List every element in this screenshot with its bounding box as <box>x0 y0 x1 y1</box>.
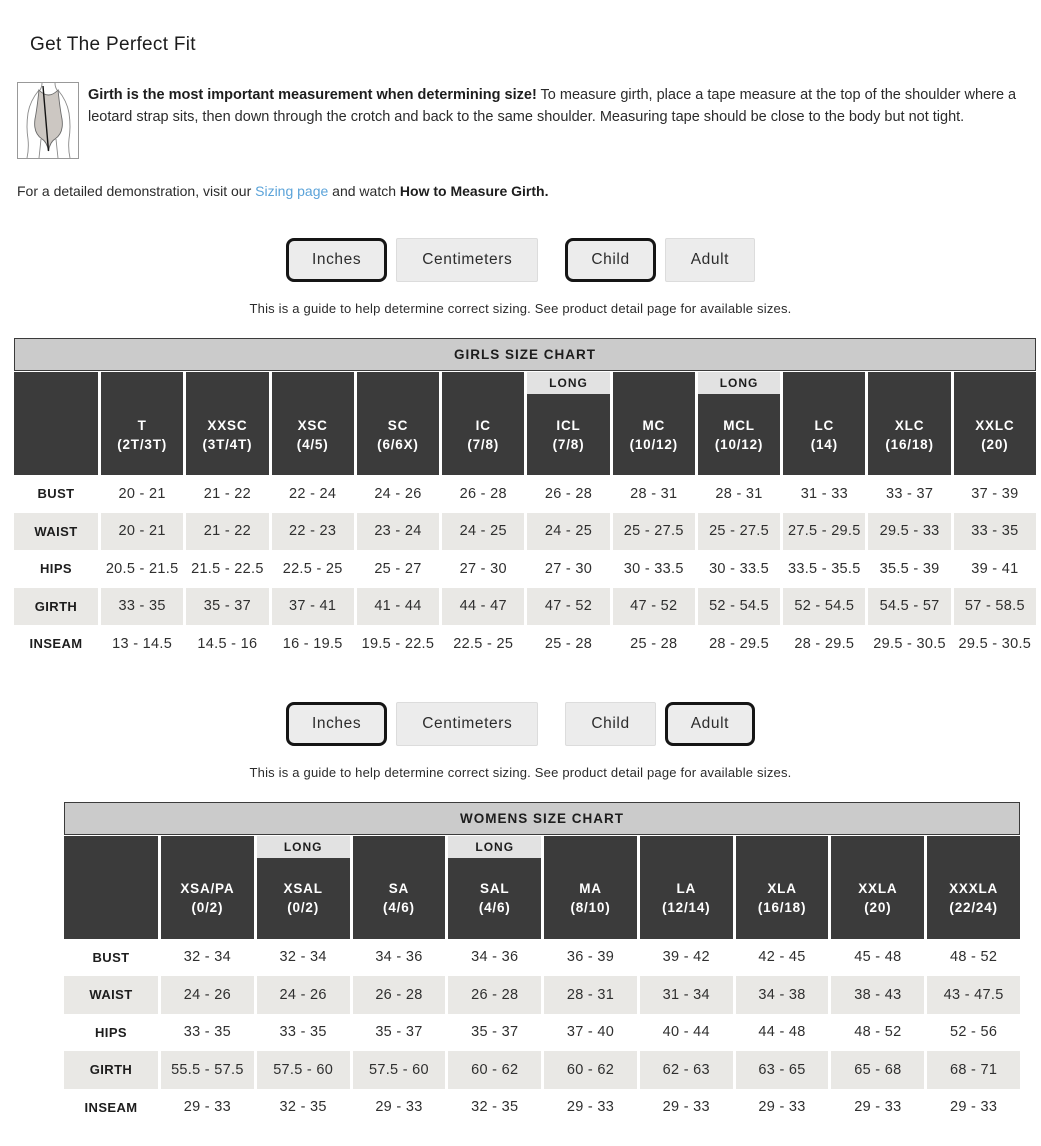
sizing-page-link[interactable]: Sizing page <box>255 183 329 199</box>
size-cell: 34 - 36 <box>375 949 423 966</box>
size-cell: 47 - 52 <box>613 588 695 626</box>
girth-intro-text <box>88 82 1023 128</box>
long-length-tab: LONG <box>448 836 541 858</box>
size-cell: 65 - 68 <box>831 1051 924 1089</box>
size-range: (8/10) <box>570 900 611 915</box>
size-range: (0/2) <box>287 900 320 915</box>
size-cell: 20 - 21 <box>118 485 166 502</box>
size-cell: 26 - 28 <box>353 976 446 1014</box>
womens-toggle-row <box>0 702 1041 746</box>
size-cell: 25 - 28 <box>544 635 593 652</box>
row-label: BUST <box>37 486 75 502</box>
girls-size-chart <box>14 338 1036 663</box>
size-column-header <box>698 372 780 475</box>
header-corner-cell <box>14 372 98 475</box>
size-cell: 52 - 54.5 <box>698 588 780 626</box>
size-cell: 25 - 27.5 <box>698 513 780 551</box>
size-code: SAL <box>480 881 510 896</box>
size-cell: 48 - 52 <box>854 1024 902 1041</box>
size-cell: 52 - 56 <box>949 1024 998 1041</box>
size-column-header <box>257 836 350 939</box>
size-cell: 23 - 24 <box>357 513 439 551</box>
header-corner-cell <box>64 836 158 939</box>
size-cell: 60 - 62 <box>448 1051 541 1089</box>
size-column-header <box>613 372 695 475</box>
size-range: (0/2) <box>191 900 224 915</box>
size-cell: 25 - 28 <box>630 635 678 652</box>
girth-intro-section <box>17 82 1023 159</box>
size-column-header <box>357 372 439 475</box>
size-cell: 32 - 35 <box>471 1099 519 1116</box>
girth-intro-rest: To measure girth, place a tape measure at the top of the shoulder where a leotard strap sits, then down through the crotch and back to the same shoulder. Measuring tape should be close to the body but not tight. <box>88 87 1017 125</box>
size-cell: 35.5 - 39 <box>879 560 940 577</box>
size-cell: 28 - 31 <box>715 485 763 502</box>
size-cell: 40 - 44 <box>662 1024 710 1041</box>
girls-guide-note: This is a guide to help determine correct sizing. See product detail page for available sizes. <box>249 301 792 316</box>
size-cell: 37 - 41 <box>272 588 354 626</box>
size-cell: 22.5 - 25 <box>453 635 514 652</box>
size-cell: 24 - 26 <box>257 976 350 1014</box>
size-range: (7/8) <box>552 436 585 452</box>
size-cell: 45 - 48 <box>854 949 902 966</box>
size-cell: 29 - 33 <box>854 1099 902 1116</box>
size-range: (6/6X) <box>377 436 419 452</box>
size-range: (16/18) <box>885 436 934 452</box>
size-code: XXXLA <box>949 881 999 896</box>
size-cell: 29 - 33 <box>949 1099 998 1116</box>
size-cell: 35 - 37 <box>375 1024 423 1041</box>
size-cell: 24 - 26 <box>374 485 422 502</box>
size-cell: 60 - 62 <box>544 1051 637 1089</box>
long-length-tab: LONG <box>527 372 609 394</box>
age-toggle-group <box>565 702 755 746</box>
size-cell: 35 - 37 <box>471 1024 519 1041</box>
size-cell: 29 - 33 <box>662 1099 710 1116</box>
size-cell: 33 - 35 <box>101 588 183 626</box>
size-cell: 28 - 31 <box>544 976 637 1014</box>
size-code: SA <box>388 881 410 896</box>
row-label: HIPS <box>40 561 72 577</box>
size-cell: 31 - 34 <box>640 976 733 1014</box>
size-cell: 44 - 47 <box>442 588 524 626</box>
size-cell: 24 - 25 <box>527 513 609 551</box>
size-cell: 48 - 52 <box>949 949 998 966</box>
size-cell: 29.5 - 30.5 <box>873 635 946 652</box>
size-cell: 33 - 35 <box>183 1024 231 1041</box>
leotard-illustration <box>17 82 79 159</box>
size-cell: 54.5 - 57 <box>868 588 950 626</box>
size-column-header <box>272 372 354 475</box>
size-cell: 21 - 22 <box>186 513 268 551</box>
size-cell: 22 - 24 <box>289 485 337 502</box>
size-code: MCL <box>723 417 755 433</box>
size-column-header <box>640 836 733 939</box>
size-cell: 20.5 - 21.5 <box>105 560 179 577</box>
size-range: (4/6) <box>478 900 511 915</box>
size-range: (10/12) <box>714 436 764 452</box>
size-cell: 26 - 28 <box>544 485 593 502</box>
size-cell: 29.5 - 33 <box>868 513 950 551</box>
girth-intro-bold: Girth is the most important measurement when determining size! <box>88 87 537 103</box>
size-column-header <box>736 836 829 939</box>
row-label: WAIST <box>64 976 158 1014</box>
size-code: LC <box>814 417 835 433</box>
size-cell: 14.5 - 16 <box>197 635 258 652</box>
size-cell: 34 - 38 <box>736 976 829 1014</box>
size-code: LA <box>676 881 697 896</box>
size-range: (7/8) <box>467 436 500 452</box>
units-toggle-inches[interactable]: Inches <box>286 702 387 746</box>
size-cell: 22.5 - 25 <box>282 560 343 577</box>
size-range: (12/14) <box>662 900 711 915</box>
size-cell: 32 - 34 <box>279 949 327 966</box>
page-title: Get The Perfect Fit <box>30 34 196 55</box>
size-cell: 42 - 45 <box>758 949 806 966</box>
size-code: XLA <box>767 881 797 896</box>
womens-chart-title: WOMENS SIZE CHART <box>64 802 1020 835</box>
size-code: XXLA <box>858 881 898 896</box>
long-length-tab: LONG <box>698 372 780 394</box>
size-range: (20) <box>981 436 1009 452</box>
womens-guide-note: This is a guide to help determine correct sizing. See product detail page for available sizes. <box>249 764 792 780</box>
size-cell: 47 - 52 <box>527 588 609 626</box>
size-code: IC <box>475 417 491 433</box>
size-cell: 68 - 71 <box>927 1051 1020 1089</box>
size-cell: 33 - 37 <box>885 485 934 502</box>
size-range: (22/24) <box>949 900 998 915</box>
units-toggle-centimeters[interactable]: Centimeters <box>396 702 538 746</box>
size-cell: 26 - 28 <box>459 485 507 502</box>
size-range: (3T/4T) <box>202 436 253 452</box>
row-label: WAIST <box>14 513 98 551</box>
size-cell: 43 - 47.5 <box>927 976 1020 1014</box>
demo-line <box>17 181 1023 201</box>
size-cell: 39 - 42 <box>662 949 710 966</box>
size-code: XSC <box>297 417 328 433</box>
size-cell: 22 - 23 <box>272 513 354 551</box>
size-cell: 32 - 34 <box>183 949 231 966</box>
size-column-header <box>527 372 609 475</box>
age-toggle-child[interactable]: Child <box>565 238 655 282</box>
size-cell: 55.5 - 57.5 <box>161 1051 254 1089</box>
age-toggle-adult[interactable]: Adult <box>665 702 755 746</box>
size-range: (14) <box>810 436 838 452</box>
size-code: MA <box>579 881 602 896</box>
age-toggle-group <box>565 238 755 282</box>
size-range: (2T/3T) <box>117 436 168 452</box>
units-toggle-group <box>286 702 538 746</box>
size-range: (10/12) <box>629 436 678 452</box>
size-cell: 33.5 - 35.5 <box>787 560 861 577</box>
size-cell: 36 - 39 <box>566 949 615 966</box>
age-toggle-child[interactable]: Child <box>565 702 655 746</box>
size-cell: 20 - 21 <box>101 513 183 551</box>
size-code: XLC <box>894 417 925 433</box>
row-label: HIPS <box>95 1024 127 1040</box>
size-cell: 63 - 65 <box>736 1051 829 1089</box>
size-column-header <box>442 372 524 475</box>
size-code: ICL <box>556 417 581 433</box>
size-cell: 57.5 - 60 <box>257 1051 350 1089</box>
units-toggle-group <box>286 238 538 282</box>
row-label: GIRTH <box>64 1051 158 1089</box>
size-cell: 38 - 43 <box>831 976 924 1014</box>
size-column-header <box>186 372 268 475</box>
size-column-header <box>831 836 924 939</box>
size-cell: 27 - 30 <box>544 560 593 577</box>
leotard-figure-drawing <box>18 83 78 158</box>
row-label: INSEAM <box>29 636 83 652</box>
size-code: SC <box>387 417 409 433</box>
size-cell: 33 - 35 <box>954 513 1036 551</box>
size-cell: 29.5 - 30.5 <box>958 635 1032 652</box>
size-column-header <box>954 372 1036 475</box>
size-cell: 37 - 40 <box>566 1024 615 1041</box>
size-cell: 28 - 29.5 <box>794 635 855 652</box>
size-code: MC <box>642 417 666 433</box>
size-column-header <box>544 836 637 939</box>
girls-chart-grid <box>14 372 1036 663</box>
size-column-header <box>353 836 446 939</box>
size-cell: 26 - 28 <box>448 976 541 1014</box>
size-code: XXSC <box>207 417 248 433</box>
size-cell: 34 - 36 <box>471 949 519 966</box>
size-cell: 19.5 - 22.5 <box>361 635 435 652</box>
demo-prefix: For a detailed demonstration, visit our <box>17 183 256 199</box>
size-range: (16/18) <box>757 900 807 915</box>
size-range: (4/5) <box>296 436 329 452</box>
girls-toggle-row <box>0 238 1041 282</box>
size-range: (4/6) <box>383 900 415 915</box>
size-cell: 32 - 35 <box>279 1099 327 1116</box>
size-guide-page <box>0 34 1041 1126</box>
size-cell: 57.5 - 60 <box>353 1051 446 1089</box>
size-cell: 27.5 - 29.5 <box>783 513 865 551</box>
size-cell: 57 - 58.5 <box>954 588 1036 626</box>
size-code: XSAL <box>283 881 323 896</box>
size-cell: 27 - 30 <box>459 560 507 577</box>
size-cell: 25 - 27.5 <box>613 513 695 551</box>
size-column-header <box>448 836 541 939</box>
size-cell: 41 - 44 <box>357 588 439 626</box>
size-cell: 35 - 37 <box>186 588 268 626</box>
size-cell: 16 - 19.5 <box>282 635 343 652</box>
size-cell: 28 - 29.5 <box>709 635 769 652</box>
long-length-tab: LONG <box>257 836 350 858</box>
row-label: GIRTH <box>14 588 98 626</box>
size-cell: 21.5 - 22.5 <box>191 560 264 577</box>
units-toggle-centimeters[interactable]: Centimeters <box>396 238 538 282</box>
size-cell: 24 - 26 <box>161 976 254 1014</box>
row-label: INSEAM <box>84 1099 138 1115</box>
size-range: (20) <box>864 900 892 915</box>
size-cell: 33 - 35 <box>279 1024 327 1041</box>
womens-size-chart <box>64 802 1020 1127</box>
demo-middle: and watch <box>328 183 400 199</box>
size-column-header <box>161 836 254 939</box>
size-cell: 29 - 33 <box>758 1099 806 1116</box>
age-toggle-adult[interactable]: Adult <box>665 238 755 282</box>
size-column-header <box>783 372 865 475</box>
size-column-header <box>868 372 950 475</box>
size-cell: 29 - 33 <box>183 1099 231 1116</box>
size-cell: 29 - 33 <box>566 1099 615 1116</box>
size-cell: 30 - 33.5 <box>709 560 769 577</box>
size-code: XXLC <box>975 417 1015 433</box>
womens-chart-grid <box>64 836 1020 1127</box>
size-cell: 13 - 14.5 <box>112 635 173 652</box>
size-cell: 62 - 63 <box>640 1051 733 1089</box>
row-label: BUST <box>92 949 130 965</box>
size-cell: 24 - 25 <box>442 513 524 551</box>
size-cell: 31 - 33 <box>800 485 848 502</box>
size-code: T <box>137 417 147 433</box>
size-column-header <box>101 372 183 475</box>
size-cell: 52 - 54.5 <box>783 588 865 626</box>
size-cell: 25 - 27 <box>374 560 422 577</box>
size-column-header <box>927 836 1020 939</box>
size-cell: 21 - 22 <box>203 485 252 502</box>
size-cell: 37 - 39 <box>971 485 1019 502</box>
size-code: XSA/PA <box>180 881 235 896</box>
size-cell: 29 - 33 <box>375 1099 423 1116</box>
units-toggle-inches[interactable]: Inches <box>286 238 387 282</box>
size-cell: 28 - 31 <box>630 485 678 502</box>
girls-chart-title: GIRLS SIZE CHART <box>14 338 1036 371</box>
size-cell: 44 - 48 <box>758 1024 806 1041</box>
size-cell: 39 - 41 <box>971 560 1019 577</box>
size-cell: 30 - 33.5 <box>623 560 684 577</box>
demo-bold: How to Measure Girth. <box>399 183 549 199</box>
